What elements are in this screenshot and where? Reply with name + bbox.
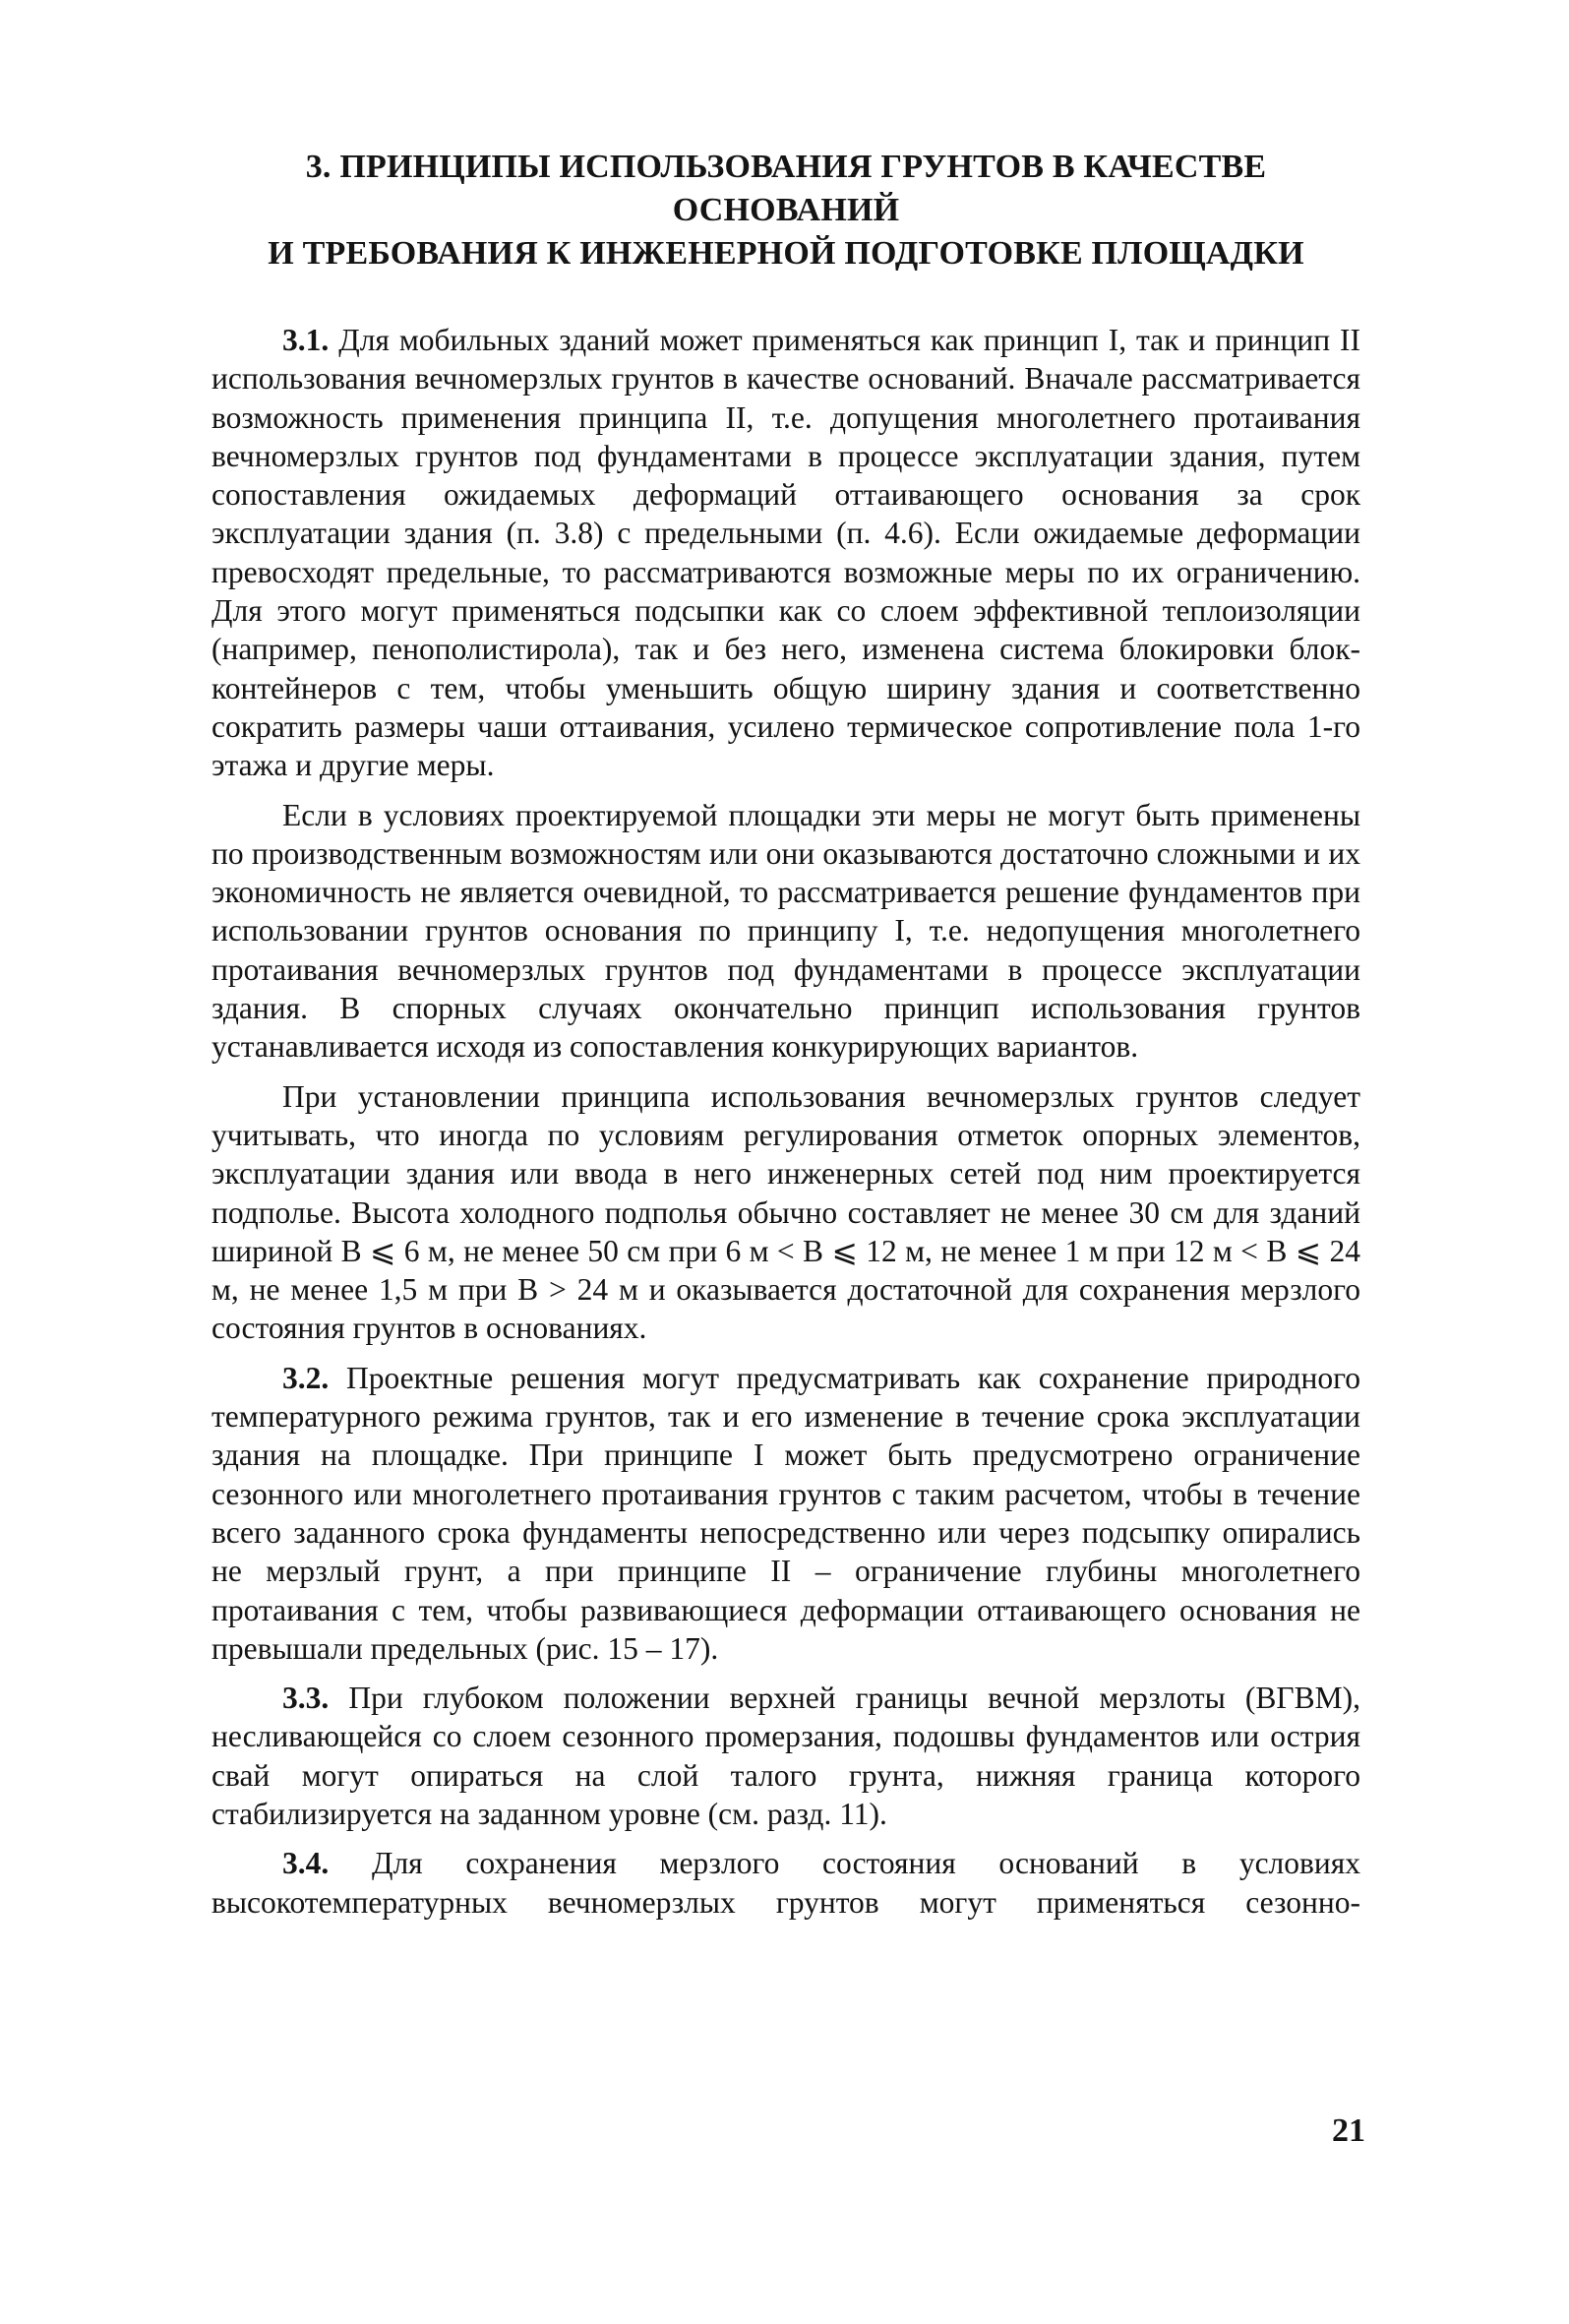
paragraph-text: Проектные решения могут предусматривать как сохранение природного температурного режима грунтов, так и его изменение в течение срока эксплуатации здания на площадке. При принципе I может быть предусмотрено ограничение сезонного или многолетнего протаивания грунтов с таким расчетом, чтобы в течение всего заданного срока фундаменты непосредственно или через подсыпку опирались не мерзлый грунт, а при принципе II – ограничение глубины многолетнего протаивания с тем, чтобы развивающиеся деформации оттаивающего основания не превышали предельных (рис. 15 – 17).: [211, 1360, 1361, 1666]
paragraph-number: 3.2.: [282, 1360, 330, 1395]
paragraph-3-1-continued-a: [211, 796, 1360, 1067]
paragraph-text: При глубоком положении верхней границы вечной мерзлоты (ВГВМ), несливающейся со слоем сезонного промерзания, подошвы фундаментов или острия свай могут опираться на слой талого грунта, нижняя граница которого стабилизируется на заданном уровне (см. разд. 11).: [211, 1681, 1361, 1831]
paragraph-text: Для мобильных зданий может применяться как принцип I, так и принцип II использования вечномерзлых грунтов в качестве оснований. Вначале рассматривается возможность применения принципа II, т.е. допущения многолетнего протаивания вечномерзлых грунтов под фундаментами в процессе эксплуатации здания, путем сопоставления ожидаемых деформаций оттаивающего основания за срок эксплуатации здания (п. 3.8) с предельными (п. 4.6). Если ожидаемые деформации превосходят предельные, то рассматриваются возможные меры по их ограничению. Для этого могут применяться подсыпки как со слоем эффективной теплоизоляции (например, пенополистирола), так и без него, изменена система блокировки блок-контейнеров с тем, чтобы уменьшить общую ширину здания и соответственно сократить размеры чаши оттаивания, усилено термическое сопротивление пола 1-го этажа и другие меры.: [211, 323, 1361, 783]
paragraph-3-4: [211, 1844, 1360, 1922]
paragraph-text: Для сохранения мерзлого состояния оснований в условиях высокотемпературных вечномерзлых грунтов могут применяться сезонно-: [211, 1846, 1360, 1920]
paragraph-text: При установлении принципа использования вечномерзлых грунтов следует учитывать, что иногда по условиям регулирования отметок опорных элементов, эксплуатации здания или ввода в него инженерных сетей под ним проектируется подполье. Высота холодного подполья обычно составляет не менее 30 см для зданий шириной В ⩽ 6 м, не менее 50 см при 6 м < В ⩽ 12 м, не менее 1 м при 12 м < В ⩽ 24 м, не менее 1,5 м при В > 24 м и оказывается достаточной для сохранения мерзлого состояния грунтов в основаниях.: [211, 1078, 1360, 1346]
paragraph-3-3: [211, 1679, 1360, 1833]
paragraph-3-1: [211, 321, 1360, 785]
section-heading-line-1: 3. ПРИНЦИПЫ ИСПОЛЬЗОВАНИЯ ГРУНТОВ В КАЧЕСТВЕ ОСНОВАНИЙ: [305, 149, 1267, 228]
paragraph-number: 3.4.: [282, 1846, 330, 1881]
section-heading: [211, 146, 1360, 275]
page-number: 21: [1332, 2112, 1365, 2149]
paragraph-number: 3.1.: [282, 323, 330, 357]
paragraph-3-2: [211, 1359, 1360, 1668]
page-body: [211, 146, 1360, 1922]
section-heading-line-2: И ТРЕБОВАНИЯ К ИНЖЕНЕРНОЙ ПОДГОТОВКЕ ПЛОЩАДКИ: [268, 235, 1304, 272]
paragraph-number: 3.3.: [282, 1681, 330, 1716]
paragraph-3-1-continued-b: [211, 1077, 1360, 1348]
paragraph-text: Если в условиях проектируемой площадки эти меры не могут быть применены по производственным возможностям или они оказываются достаточно сложными и их экономичность не является очевидной, то рассматривается решение фундаментов при использовании грунтов основания по принципу I, т.е. недопущения многолетнего протаивания вечномерзлых грунтов под фундаментами в процессе эксплуатации здания. В спорных случаях окончательно принцип использования грунтов устанавливается исходя из сопоставления конкурирующих вариантов.: [211, 797, 1360, 1065]
